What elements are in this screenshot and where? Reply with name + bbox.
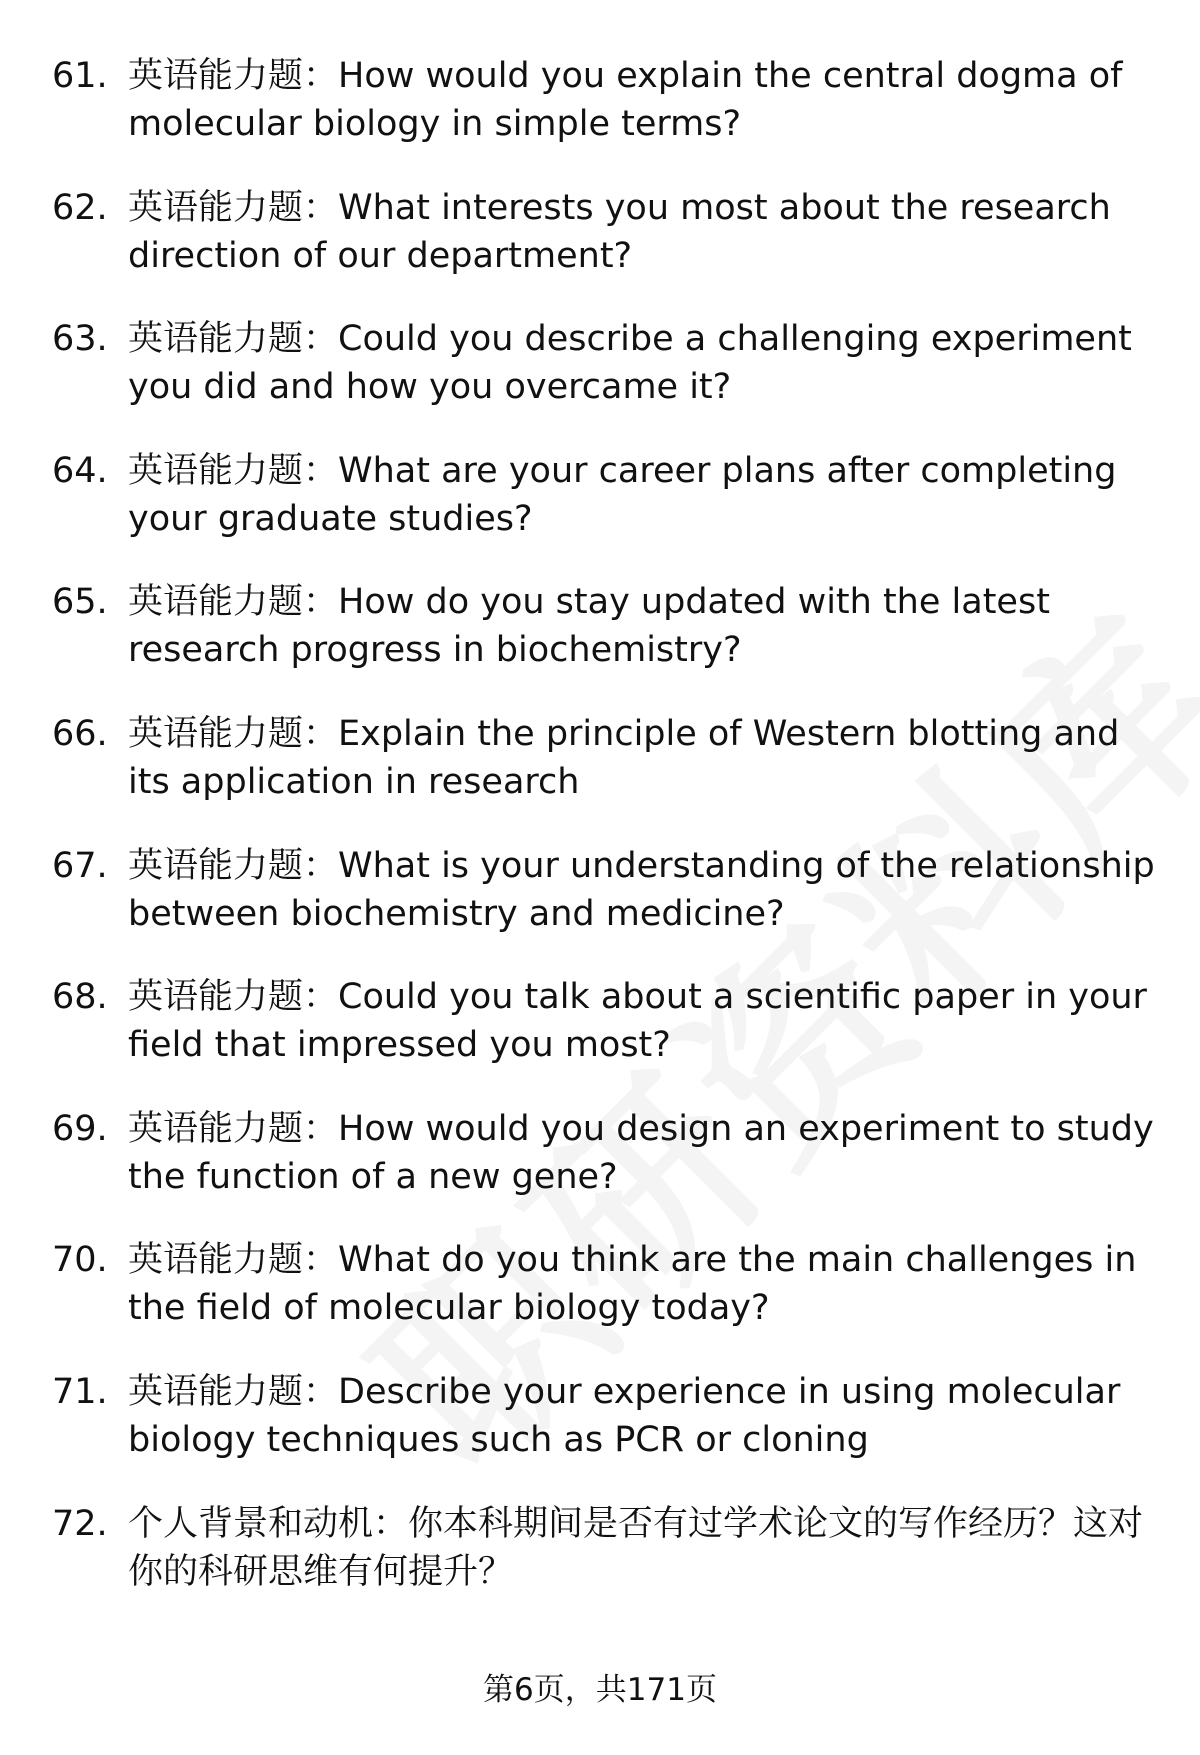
question-text: 英语能力题：How do you stay updated with the latest research progress in biochemistry? [128,582,1050,671]
question-text: 英语能力题：What is your understanding of the relationship between biochemistry and medicine? [128,845,1155,934]
question-list [52,52,1162,1631]
question-text: 个人背景和动机：你本科期间是否有过学术论文的写作经历？这对你的科研思维有何提升？ [128,1503,1144,1592]
question-text: 英语能力题：What interests you most about the research direction of our department? [128,187,1111,276]
question-number: 68. [52,977,108,1018]
question-number: 65. [52,582,108,623]
question-item [52,1105,1162,1237]
question-number: 70. [52,1240,108,1281]
question-text: 英语能力题：How would you design an experiment to study the function of a new gene? [128,1108,1154,1197]
question-number: 67. [52,845,108,886]
question-text: 英语能力题：Could you describe a challenging experiment you did and how you overcame it? [128,319,1132,408]
question-item [52,184,1162,316]
question-number: 69. [52,1108,108,1149]
question-text: 英语能力题：Explain the principle of Western blotting and its application in research [128,713,1120,802]
question-text: 英语能力题：Describe your experience in using molecular biology techniques such as PCR or cloning [128,1371,1121,1460]
question-text: 英语能力题：How would you explain the central dogma of molecular biology in simple terms? [128,56,1123,144]
question-text: 英语能力题：Could you talk about a scientific paper in your field that impressed you most? [128,977,1147,1066]
question-text: 英语能力题：What are your career plans after completing your graduate studies? [128,450,1117,539]
question-item [52,1368,1162,1500]
question-item [52,315,1162,447]
page-footer: 第6页，共171页 [483,1672,717,1708]
question-number: 72. [52,1503,108,1544]
question-number: 62. [52,187,108,228]
question-item [52,447,1162,579]
question-item [52,842,1162,974]
question-item [52,973,1162,1105]
question-number: 61. [52,56,108,96]
question-text: 英语能力题：What do you think are the main challenges in the field of molecular biology today? [128,1240,1137,1329]
question-item [52,578,1162,710]
question-number: 66. [52,713,108,754]
question-item [52,710,1162,842]
question-item [52,1236,1162,1368]
question-number: 71. [52,1371,108,1412]
question-item [52,52,1162,184]
question-item [52,1500,1162,1632]
question-number: 63. [52,319,108,360]
question-number: 64. [52,450,108,491]
